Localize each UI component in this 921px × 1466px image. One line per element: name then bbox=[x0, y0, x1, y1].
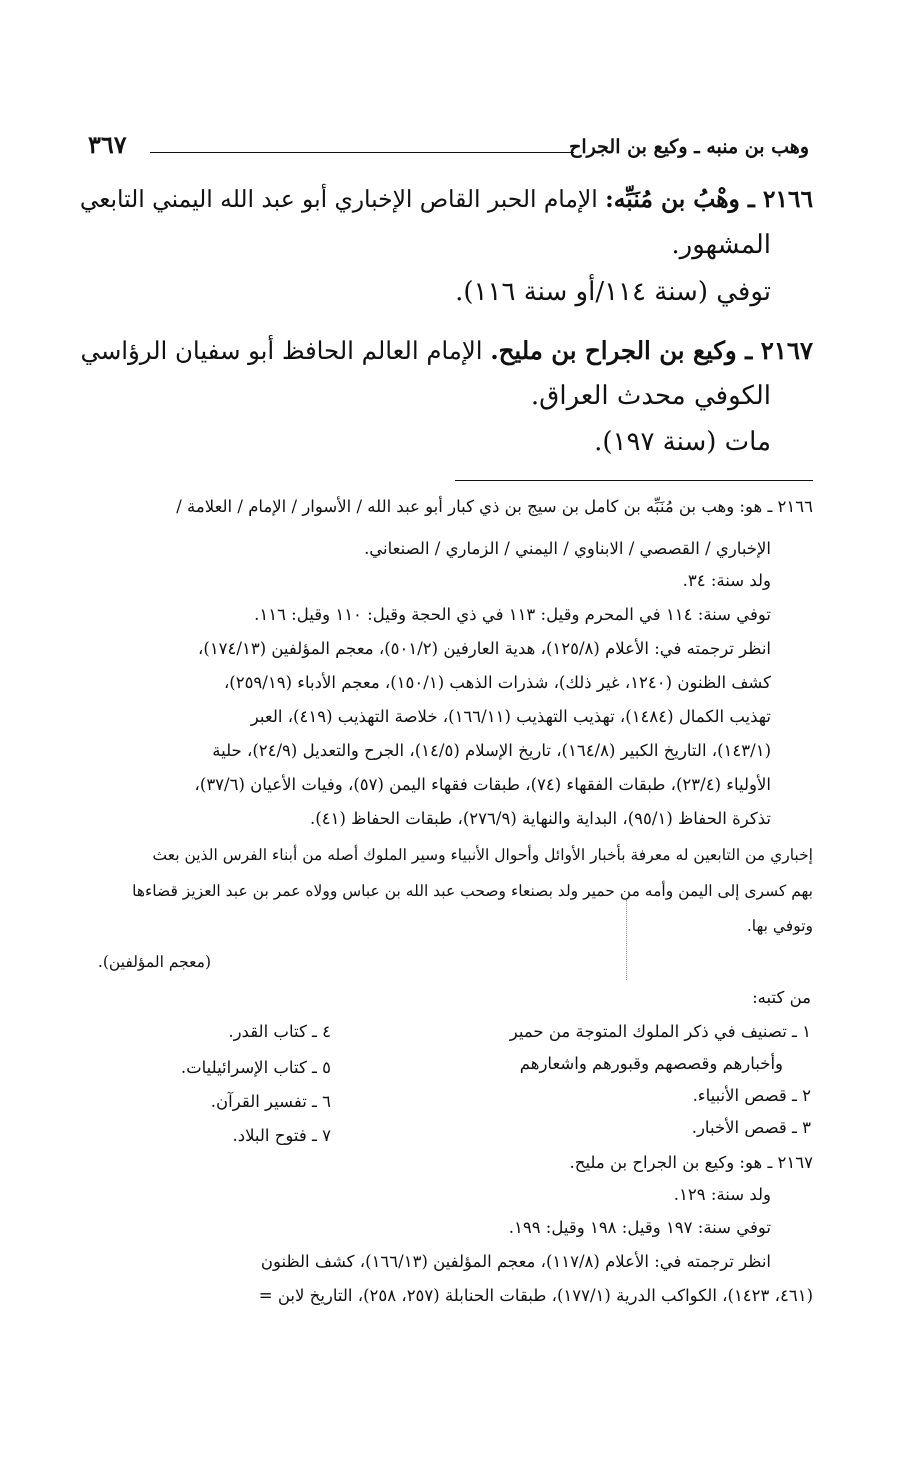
book-item-2: ٢ ـ قصص الأنبياء. bbox=[692, 1086, 811, 1105]
running-header-title: وهب بن منبه ـ وكيع بن الجراح bbox=[569, 136, 809, 158]
text-cursor-mark bbox=[626, 900, 628, 980]
entry-2166-line-2: المشهور. bbox=[671, 230, 771, 260]
bio-line-2: بهم كسرى إلى اليمن وأمه من حمير ولد بصنعاء وصحب عبد الله بن عباس وولاه عمر بن عبد العزيز قضاءها bbox=[132, 882, 813, 900]
entry-2166-line-1 bbox=[80, 185, 813, 213]
book-item-4: ٤ ـ كتاب القدر. bbox=[228, 1022, 331, 1041]
header-rule bbox=[150, 152, 574, 153]
bio-line-3: وتوفي بها. bbox=[746, 917, 813, 935]
footnote-2167-died: توفي سنة: ١٩٧ وقيل: ١٩٨ وقيل: ١٩٩. bbox=[508, 1218, 771, 1237]
book-item-7: ٧ ـ فتوح البلاد. bbox=[232, 1126, 331, 1145]
bio-source: (معجم المؤلفين). bbox=[97, 953, 211, 971]
entry-2167-text: الإمام العالم الحافظ أبو سفيان الرؤاسي bbox=[80, 336, 491, 365]
book-item-5: ٥ ـ كتاب الإسرائيليات. bbox=[180, 1058, 331, 1077]
footnote-2166-born: ولد سنة: ٣٤. bbox=[682, 571, 771, 590]
footnote-2167-refs-2: (٤٦١، ١٤٢٣)، الكواكب الدرية (١٧٧/١)، طبقات الحنابلة (٢٥٧، ٢٥٨)، التاريخ لابن = bbox=[258, 1286, 813, 1305]
footnote-2166-died: توفي سنة: ١١٤ في المحرم وقيل: ١١٣ في ذي الحجة وقيل: ١١٠ وقيل: ١١٦. bbox=[254, 605, 771, 624]
footnote-2167-refs-1: انظر ترجمته في: الأعلام (١١٧/٨)، معجم المؤلفين (١٦٦/١٣)، كشف الظنون bbox=[260, 1252, 771, 1271]
footnote-2166-refs-3: تهذيب الكمال (١٤٨٤)، تهذيب التهذيب (١٦٦/١١)، خلاصة التهذيب (٤١٩)، العبر bbox=[250, 707, 771, 726]
book-item-1: ١ ـ تصنيف في ذكر الملوك المتوجة من حمير bbox=[509, 1022, 811, 1041]
footnote-2166-refs-1: انظر ترجمته في: الأعلام (١٢٥/٨)، هدية العارفين (٥٠١/٢)، معجم المؤلفين (١٧٤/١٣)، bbox=[198, 639, 771, 658]
page-number: ٣٦٧ bbox=[88, 130, 127, 159]
book-item-3: ٣ ـ قصص الأخبار. bbox=[691, 1118, 811, 1137]
entry-2167-death: مات (سنة ١٩٧). bbox=[594, 427, 771, 457]
entry-2167-line-2: الكوفي محدث العراق. bbox=[530, 381, 771, 411]
entry-2167-head: ٢١٦٧ ـ وكيع بن الجراح بن مليح. bbox=[490, 336, 813, 365]
footnote-2166-refs-4: (١٤٣/١)، التاريخ الكبير (١٦٤/٨)، تاريخ الإسلام (١٤/٥)، الجرح والتعديل (٢٤/٩)، حلية bbox=[212, 741, 771, 760]
book-item-1-cont: وأخبارهم وقصصهم وقبورهم واشعارهم bbox=[519, 1054, 783, 1073]
footnote-2166-refs-6: تذكرة الحفاظ (٩٥/١)، البداية والنهاية (٢٧٦/٩)، طبقات الحفاظ (٤١). bbox=[310, 809, 771, 828]
footnote-2166-line-1: ٢١٦٦ ـ هو: وهب بن مُنَبِّه بن كامل بن سيج بن ذي كبار أبو عبد الله / الأسوار / الإمام / العلامة / bbox=[176, 497, 813, 516]
entry-2166-head: ٢١٦٦ ـ وهْبُ بن مُنَبِّه: bbox=[605, 185, 813, 213]
books-heading: من كتبه: bbox=[752, 988, 811, 1007]
footnote-divider bbox=[455, 480, 813, 481]
footnote-2166-refs-2: كشف الظنون (١٢٤٠، غير ذلك)، شذرات الذهب (١٥٠/١)، معجم الأدباء (٢٥٩/١٩)، bbox=[223, 673, 771, 692]
entry-2166-text: الإمام الحبر القاص الإخباري أبو عبد الله اليمني التابعي bbox=[79, 185, 606, 213]
bio-line-1: إخباري من التابعين له معرفة بأخبار الأوائل وأحوال الأنبياء وسير الملوك أصله من أبناء الفرس الذين بعث bbox=[152, 846, 813, 864]
entry-2167-line-1 bbox=[81, 336, 813, 365]
footnote-2166-refs-5: الأولياء (٢٣/٤)، طبقات الفقهاء (٧٤)، طبقات فقهاء اليمن (٥٧)، وفيات الأعيان (٣٧/٦)، bbox=[194, 775, 771, 794]
footnote-2167-born: ولد سنة: ١٢٩. bbox=[673, 1185, 771, 1204]
footnote-2167-line-1: ٢١٦٧ ـ هو: وكيع بن الجراح بن مليح. bbox=[569, 1153, 813, 1172]
entry-2166-death: توفي (سنة ١١٤/أو سنة ١١٦). bbox=[455, 277, 771, 307]
footnote-2166-line-2: الإخباري / القصصي / الابناوي / اليمني / الزماري / الصنعاني. bbox=[364, 539, 771, 558]
book-item-6: ٦ ـ تفسير القرآن. bbox=[210, 1092, 331, 1111]
